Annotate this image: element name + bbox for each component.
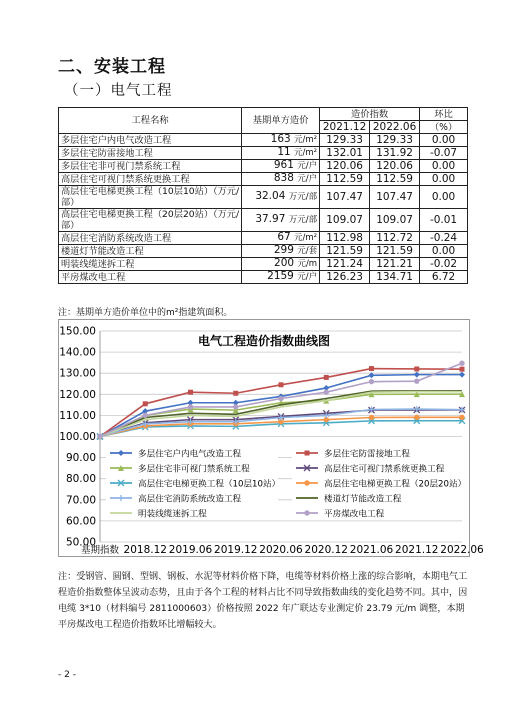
table-row [59,147,468,160]
cell-index-b: 129.33 [370,134,420,147]
header-price: 基期单方造价 [242,108,320,134]
data-point [188,404,193,409]
section-heading: 二、安装工程 [58,57,166,77]
data-point [414,415,419,420]
x-tick-label: 2019.06 [168,544,213,556]
y-tick-label: 100.00 [59,431,96,443]
y-tick-label: 70.00 [65,494,96,507]
cell-ratio: 0.00 [420,173,468,186]
price-value: 37.97 [255,213,286,225]
cell-index-a: 107.47 [320,186,370,209]
cell-index-b: 112.59 [370,173,420,186]
header-index-b: 2022.06 [370,121,420,134]
price-value: 2159 [267,270,294,282]
price-value: 200 [274,257,295,269]
data-point [233,391,238,396]
cell-index-a: 121.59 [320,245,370,258]
cell-ratio: -0.02 [420,258,468,271]
price-value: 32.04 [255,190,286,202]
data-point [414,366,419,371]
y-tick-label: 60.00 [65,515,96,528]
page-number: - 2 - [58,670,76,680]
x-tick-label: 2021.06 [349,544,394,556]
data-point [459,415,464,420]
cell-name: 高层住宅消防系统改造工程 [59,232,242,245]
table-row [59,271,468,284]
cell-ratio: -0.01 [420,209,468,232]
cell-index-b: 107.47 [370,186,420,209]
cell-price [242,173,320,186]
data-point [188,390,193,395]
legend-marker [304,510,309,515]
legend-label: 明装线缆迷拆工程 [138,509,207,520]
y-tick-label: 150.00 [59,325,96,338]
cell-index-a: 112.98 [320,232,370,245]
x-tick-label: 2019.12 [214,544,258,556]
header-index: 造价指数 [320,108,420,121]
data-point [414,378,419,383]
cell-price [242,134,320,147]
y-tick-label: 130.00 [59,367,96,380]
data-point [143,401,148,406]
header-name: 工程名称 [59,108,242,134]
x-tick-label: 2022.06 [440,544,484,556]
cell-ratio: 0.00 [420,186,468,209]
cell-price [242,160,320,173]
legend-marker [304,480,309,485]
cell-price [242,147,320,160]
legend-label: 高层住宅电梯更换工程（20层20站） [324,479,467,490]
cell-price [242,232,320,245]
cell-index-a: 120.06 [320,160,370,173]
cell-index-b: 112.72 [370,232,420,245]
price-unit: 元/m² [294,135,318,145]
cell-index-a: 126.23 [320,271,370,284]
cell-index-a: 109.07 [320,209,370,232]
price-unit: 元/m² [294,148,318,158]
table-row [59,258,468,271]
data-point [369,366,374,371]
x-tick-label: 基期指数 [80,545,120,556]
cell-ratio: -0.07 [420,147,468,160]
cell-name: 明装线缆迷拆工程 [59,258,242,271]
data-point [460,367,465,372]
bottom-note: 注：受钢管、圆钢、型钢、钢板、水泥等材料价格下降，电缆等材料价格上涨的综合影响，本期电气工程造价指数整体呈波动态势，且由于各个工程的材料占比不同导致指数曲线的变化趋势不同。其中，因电缆 3*10（材料编号 2811000603）价格按照 2022 年广联达专业测定价 23.79 元/m 调整，本期平房煤改电工程造价指数环比增幅较大。 [58,572,468,630]
cell-name: 多层住宅户内电气改造工程 [59,134,242,147]
table-row [59,186,468,209]
legend-label: 高层住宅可视门禁系统更换工程 [324,464,445,475]
header-ratio-unit: （%） [420,121,468,134]
data-point [233,404,238,409]
cell-ratio: 0.00 [420,160,468,173]
data-point [324,389,329,394]
cell-price [242,245,320,258]
x-tick-label: 2021.12 [395,544,439,556]
legend-label: 高层住宅电梯更换工程（10层10站） [138,479,281,490]
cell-price [242,258,320,271]
cell-ratio: -0.24 [420,232,468,245]
header-index-a: 2021.12 [320,121,370,134]
cell-name: 高层住宅电梯更换工程（20层20站）（万元/部） [59,209,242,232]
data-point [278,396,283,401]
legend-label: 多层住宅防雷接地工程 [324,449,410,460]
y-tick-label: 50.00 [65,536,96,549]
cell-name: 楼道灯节能改造工程 [59,245,242,258]
data-point [279,382,284,387]
price-value: 961 [273,159,294,171]
cell-index-b: 121.21 [370,258,420,271]
price-value: 67 [277,231,291,243]
price-unit: 元/户 [297,174,318,184]
table-row [59,160,468,173]
header-ratio: 环比 [420,108,468,121]
price-value: 11 [277,146,291,158]
cell-index-b: 134.71 [370,271,420,284]
legend-label: 多层住宅非可视门禁系统工程 [138,464,250,475]
price-unit: 元/套 [297,246,318,256]
chart-title: 电气工程造价指数曲线图 [197,334,331,348]
price-unit: 元/户 [297,272,318,282]
cell-name: 高层住宅电梯更换工程（10层10站）（万元/部） [59,186,242,209]
cell-price [242,209,320,232]
cell-index-b: 121.59 [370,245,420,258]
data-point [143,413,148,418]
cell-index-a: 132.01 [320,147,370,160]
cell-index-a: 121.24 [320,258,370,271]
cell-ratio: 6.72 [420,271,468,284]
data-point [369,415,374,420]
legend-label: 平房煤改电工程 [324,509,385,520]
cell-name: 多层住宅非可视门禁系统工程 [59,160,242,173]
price-value: 299 [273,244,294,256]
price-unit: 元/户 [297,161,318,171]
cell-index-a: 129.33 [320,134,370,147]
cell-index-b: 120.06 [370,160,420,173]
table-header-row-1 [59,108,468,121]
data-point [459,361,464,366]
cost-index-table [58,107,468,284]
price-unit: 万元/部 [288,192,318,202]
y-tick-label: 120.00 [59,388,96,401]
price-unit: 万元/部 [288,215,318,225]
table-row [59,173,468,186]
price-value: 163 [270,133,291,145]
table-row [59,232,468,245]
y-tick-label: 80.00 [65,473,96,486]
y-tick-label: 110.00 [59,409,96,422]
legend-label: 楼道灯节能改造工程 [324,494,402,505]
cell-name: 多层住宅防雷接地工程 [59,147,242,160]
cell-index-a: 112.59 [320,173,370,186]
cell-name: 高层住宅可视门禁系统更换工程 [59,173,242,186]
cell-ratio: 0.00 [420,245,468,258]
price-unit: 元/m² [294,233,318,243]
price-unit: 元/m [297,259,318,269]
y-tick-label: 90.00 [65,452,96,465]
line-chart [58,319,484,557]
legend-marker [305,451,310,456]
x-tick-label: 2020.06 [259,544,303,556]
table-row [59,245,468,258]
cell-ratio: 0.00 [420,134,468,147]
x-tick-label: 2020.12 [304,544,348,556]
chart-svg [58,319,484,557]
cell-index-b: 109.07 [370,209,420,232]
data-point [324,375,329,380]
price-value: 838 [273,172,294,184]
legend-label: 高层住宅消防系统改造工程 [138,494,242,505]
cell-name: 平房煤改电工程 [59,271,242,284]
table-row [59,209,468,232]
y-tick-label: 140.00 [59,346,96,359]
legend-label: 多层住宅户内电气改造工程 [138,449,242,460]
cell-price [242,186,320,209]
data-point [369,379,374,384]
cell-index-b: 131.92 [370,147,420,160]
x-tick-label: 2018.12 [123,544,167,556]
data-point [97,434,102,439]
cell-price [242,271,320,284]
table-note: 注：基期单方造价单位中的m²指建筑面积。 [58,308,233,318]
table-row [59,134,468,147]
subsection-heading: （一）电气工程 [64,83,173,99]
